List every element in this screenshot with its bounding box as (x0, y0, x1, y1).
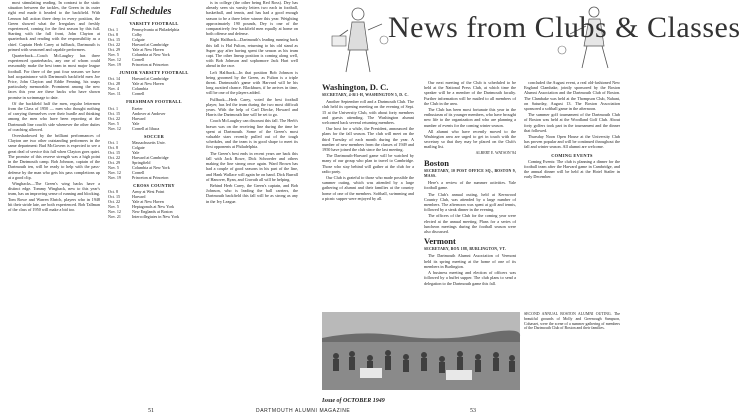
schedule-opponent: Cornell (132, 91, 145, 97)
paragraph: Quarterback—Coach McLaughry has three experienced quarterbacks, any one of whom could reasonably make the best team in most major league football. For three of the past four seasons we have had acquaintance with Dartmouth backfield men Joe Price, John Clayton and Eddie Fenning, his snaps particularly memorable. Prominent among the new faces this year are these backs who have shown promise in scrimmage to date. (8, 53, 100, 100)
schedule-date: Nov. 4 (108, 86, 119, 92)
schedule-date: Oct. 1 (108, 105, 119, 111)
schedule-opponent: Yale at New Haven (132, 81, 164, 87)
schedule-date: Oct. 15 (108, 194, 121, 200)
article-column-1 (8, 0, 100, 213)
schedule-date: Nov. 21 (108, 214, 121, 220)
paragraph: The Dartmouth Alumni Association of Vermont held its spring meeting at the home of one of its members in Burlington. (424, 253, 516, 269)
paragraph: A business meeting and election of officers was followed by a buffet supper. The club plans to send a delegation to the Dartmouth game this fall. (424, 270, 516, 286)
paragraph: is in college (the other being Red Ross). Dey has already seen six varsity letters two each in football, basketball, and tennis, and has had a good enough season to be a three letter winner this year. Weighting approximately 190 pounds, Dey is one of the comparatively few backfield men equally at home on both offense and defense. (206, 0, 298, 37)
schedule-date: Oct. 29 (108, 47, 121, 53)
schedule-opponent: Harvard (132, 115, 146, 121)
schedule-opponent: Colgate (132, 144, 145, 150)
fall-schedules-column (108, 0, 200, 219)
paragraph: Of the backfield half the men, regular lettermen from the Class of 1950 — men who thought nothing of carrying themselves over their hurdle and thinking among the men who have been reporting at the Dartmouth line coach's side whenever the other duties of coaching allowed. (8, 100, 100, 132)
schedule-date: Oct. 14 (108, 76, 121, 82)
schedule-date: Nov. 5 (108, 52, 119, 58)
crowd-photo-icon (322, 312, 520, 390)
schedule-opponent: Columbia at New York (132, 164, 170, 170)
schedule-opponent: Cornell at Ithaca (132, 125, 160, 131)
paragraph: The summer golf tournament of the Dartmouth Club of Boston was held at the Woodland Golf Club. About forty golfers took part in the tournament and the dinner that followed. (524, 112, 620, 133)
schedule-opponent: Yale at New Haven (132, 199, 164, 205)
schedule-date: Oct. 8 (108, 189, 119, 195)
boston-vermont-column (424, 80, 516, 287)
byline: SECRETARY, BOX 188, BURLINGTON, VT. (424, 247, 506, 252)
paragraph: Overshadowed by the brilliant performances of Clayton are two other outstanding performers in the same department: Bud McGovern is expected to see a great deal of service this fall when Clayton goes quiet. The promise of this reserve strength was a high point in the Dartmouth camp. Bob Johnson, captain of the Dartmouth ten, will be ready to help with the pass-defense by the man who gets his pass completions up at a good clip. (8, 133, 100, 180)
schedule-opponent: Exeter (132, 105, 143, 111)
issue-date: Issue of OCTOBER 1949 (322, 398, 385, 404)
schedule-date: Oct. 8 (108, 32, 119, 38)
schedule-row (108, 126, 200, 131)
paragraph: most stimulating reading. In contrast to the static situation between the tackles, the Green in its outer right end made it headed to the backfield. With Lennon full action three deep in every position, the Green showed what the Irregulars and freshly experienced, coming for the first season by this full. Starting with the full front, John Clayton at quarterback and reading with the responsibility as a chief. Captain Herb Carey at fullback, Dartmouth is primed with seasoned and capable performers. (8, 0, 100, 52)
schedule-date: Nov. 11 (108, 91, 121, 97)
schedule-date: Oct. 28 (108, 81, 121, 87)
schedule-opponent: Springfield (132, 159, 151, 165)
page-number-left: 51 (148, 408, 154, 414)
club-title-vermont: Vermont (424, 236, 456, 247)
paragraph: Our next meeting of the Club is scheduled to be held at the National Press Club, at which time the speaker will be a member of the Dartmouth faculty. Further information will be mailed to all members of the Club in the area. (424, 80, 516, 106)
byline: SECRETARY, 4-B/1-H, WASHINGTON 5, D. C. (322, 93, 409, 97)
schedule-date: Nov. 5 (108, 120, 119, 126)
schedule-opponent: Massachusetts Univ. (132, 139, 166, 145)
schedule-opponent: Harvard (132, 194, 146, 200)
schedule-opponent: Harvard at Cambridge (132, 76, 169, 82)
schedule-opponent: Colgate (132, 37, 145, 43)
schedule-date: Oct. 8 (108, 144, 119, 150)
schedule-opponent: Intercollegiates in New York (132, 214, 180, 220)
paragraph: Left Halfback—In that position Bob Johnson is being groomed by the Green, as Fulton is a triple threat. Dartmouth's game with Harvard will be his long awaited chance. Blackburn, if he arrives in time, will be one of the players added. (206, 69, 298, 96)
schedule-date: Oct. 22 (108, 42, 121, 48)
schedule-date: Nov. 12 (108, 209, 121, 215)
club-title-boston: Boston (424, 157, 450, 168)
paragraph: Coming Events: The club is planning a dinner for the football team after the Harvard game in Cambridge, and the annual dinner will be held at the Hotel Statler in early December. (524, 158, 620, 180)
paragraph: Wingbacks—The Green's wing backs have a distinct edge. Tommy Wingback, new to this year's team, has an improving sense of running and blocking. Tom Rowe and Warren Ehrich, players who in 1948 hit their stride late, are both experienced. Bob Tallman of the class of 1950 will make a bid too. (8, 180, 100, 212)
schedule-section-heading: SOCCER (143, 133, 165, 139)
schedule-date: Oct. 15 (108, 149, 121, 155)
paragraph: Behind Herb Carey, the Green's captain, and Bob Johnson, who is leading the ball carriers, the Dartmouth backfield this fall will be as strong as any in the Ivy League. (206, 182, 298, 204)
photo-caption: SECOND ANNUAL BOSTON ALUMNI OUTING. The beautiful grounds of Molly and Greenough Sampson, Cohasset, were the scene of a summer gathering of members of the Dartmouth Club of Boston and their families. (524, 312, 620, 331)
schedule-opponent: Columbia at New York (132, 52, 170, 58)
schedule-opponent: Harvard at Cambridge (132, 42, 169, 48)
section-banner-title: News from Clubs & Classes (388, 11, 741, 44)
schedule-opponent: Pennsylvania at Philadelphia (132, 27, 180, 33)
schedule-section-heading: JUNIOR VARSITY FOOTBALL (119, 70, 189, 76)
magazine-name: DARTMOUTH ALUMNI MAGAZINE (256, 408, 351, 414)
paragraph: The Dartmouth-Harvard game will be watched by many of our group who plan to travel to Cambridge. Those who stay behind will gather at the club for a radio party. (322, 153, 414, 174)
alumni-outing-photo (322, 312, 520, 390)
schedule-date: Oct. 22 (108, 115, 121, 121)
paragraph: concluded the August event, a real old-fashioned New England Clambake, jointly sponsored by the Boston Alumni Association and the Dartmouth Club of Boston. The Clambake was held at the Thompson Club, Nahant, on Saturday, August 13. The Boston Association sponsored a softball game in the afternoon. (524, 80, 620, 112)
schedule-opponent: Cornell (132, 57, 145, 63)
schedule-opponent: Princeton at Princeton (132, 174, 169, 180)
paragraph: Right Halfback—Dartmouth's leading running back this fall is Hal Fulton, returning to his old stand as Super guy after having spent the season as his team capt. The other lineup position is coming along well, with Bob Johnson and sophomore Jack Hart well ahead in the race. (206, 37, 298, 69)
schedule-date: Nov. 5 (108, 204, 119, 210)
schedule-opponent: New Englands at Boston (132, 209, 173, 215)
schedule-date: Nov. 12 (108, 57, 121, 63)
schedule-opponent: Army at West Point (132, 189, 165, 195)
article-column-6 (524, 80, 620, 181)
schedule-opponent: Yale at New Haven (132, 47, 164, 53)
paragraph: Coach McLaughry can discount this fall. The Herb's brawn was on the receiving line during the time he spent at Dartmouth. Some of the Green's most valuable stars recently pulled out of the tough schedules, and the team is in good shape to meet its first opponents at Philadelphia. (206, 118, 298, 150)
schedule-title: Fall Schedules (110, 6, 172, 17)
schedule-section-heading: VARSITY FOOTBALL (129, 21, 179, 26)
paragraph: The Club's annual outing, held at Kernwood Country Club, was attended by a large number of members. The afternoon was spent at golf and tennis, followed by a steak dinner in the evening. (424, 191, 516, 213)
schedule-row (108, 175, 200, 180)
schedule-row (108, 62, 200, 67)
schedule-date: Oct. 29 (108, 159, 121, 165)
paragraph: Here's a review of the summer activities. Yale football game. (424, 180, 516, 191)
paragraph: Our Club is grateful to those who made possible the summer outing, which was attended by a large gathering of alumni and their families at the country home of one of the members. Softball, swimming and a picnic supper were enjoyed by all. (322, 175, 414, 201)
article-column-3 (206, 0, 298, 205)
schedule-opponent: Cornell (132, 169, 145, 175)
schedule-opponent: Princeton at Princeton (132, 62, 169, 68)
schedule-date: Nov. 5 (108, 164, 119, 170)
byline: SECRETARY, 10 POST OFFICE SQ., BOSTON 9, MASS. (424, 168, 516, 179)
schedule-row (108, 214, 200, 219)
schedule-opponent: Yale (132, 120, 140, 126)
schedule-row (108, 91, 200, 96)
club-title-washington: Washington, D. C. (322, 82, 389, 92)
schedule-opponent: Yale (132, 149, 140, 155)
paragraph: All alumni who have recently moved to the Washington area are urged to get in touch with the secretary so that they may be placed on the Club's mailing list. (424, 128, 516, 150)
page-number-right: 53 (470, 408, 476, 414)
schedule-opponent: Heptagonals at New York (132, 204, 175, 210)
schedule-section-heading: FRESHMAN FOOTBALL (126, 99, 182, 105)
schedule-date: Oct. 15 (108, 37, 121, 43)
schedule-opponent: Columbia (132, 86, 149, 92)
schedule-date: Oct. 15 (108, 110, 121, 116)
washington-column (322, 80, 414, 202)
schedule-opponent: Harvard at Cambridge (132, 154, 169, 160)
schedule-date: Nov. 12 (108, 125, 121, 131)
paragraph: Fullback—Herb Carey, voted the best football player, has led the team during the two most difficult years. With the help of Carl Diecke, Howard and Harris the Dartmouth line will be set to go. (206, 96, 298, 118)
schedule-date: Oct. 22 (108, 154, 121, 160)
schedule-opponent: Colby (132, 32, 143, 38)
schedule-date: Nov. 19 (108, 174, 121, 180)
paragraph: Our host for a while, the President, announced the plans for the fall season. The club will meet on the third Tuesday of each month during the year. A number of new members from the classes of 1949 and 1950 have joined the club since the last meeting. (322, 126, 414, 153)
coming-events-heading: COMING EVENTS (551, 152, 593, 158)
schedule-date: Oct. 22 (108, 199, 121, 205)
paragraph: Another September roll and a Dartmouth Club. The club held its opening meeting on the evening of Sept. 15 at the University Club, with about forty members and guests attending. The Washington alumni welcomed back several returning members. (322, 99, 414, 126)
schedule-section-heading: CROSS COUNTRY (133, 182, 175, 188)
schedule-date: Oct. 1 (108, 139, 119, 145)
paragraph: The Green's best ends in recent years are back this fall with Jack Rowe, Dick Schroeder and others making the line strong once again. Ward Brown has had a couple of good seasons in his part of the line, and Hank Wallace will again be on hand. Dick Burrall of Hanover, Ryan, and Cravath all will be helping. (206, 150, 298, 182)
paragraph: The officers of the Club for the coming year were elected at the annual meeting. Plans for a series of luncheon meetings during the football season were also discussed. (424, 213, 516, 235)
schedule-date: Nov. 12 (108, 169, 121, 175)
schedule-opponent: Andover at Andover (132, 110, 166, 116)
paragraph: Thursday Noon Open House at the University Club has proven popular and will be continued throughout the fall and winter season. All alumni are welcome. (524, 134, 620, 150)
schedule-date: Nov. 19 (108, 62, 121, 68)
paragraph: The Club has been most fortunate this year in the enthusiasm of its younger members, who have brought new life to the organization and who are planning a number of events for the coming winter season. (424, 107, 516, 128)
schedule-date: Oct. 1 (108, 27, 119, 33)
signature: ALBERT E. WATSON '84 (475, 150, 516, 155)
schedule-list (108, 21, 200, 219)
